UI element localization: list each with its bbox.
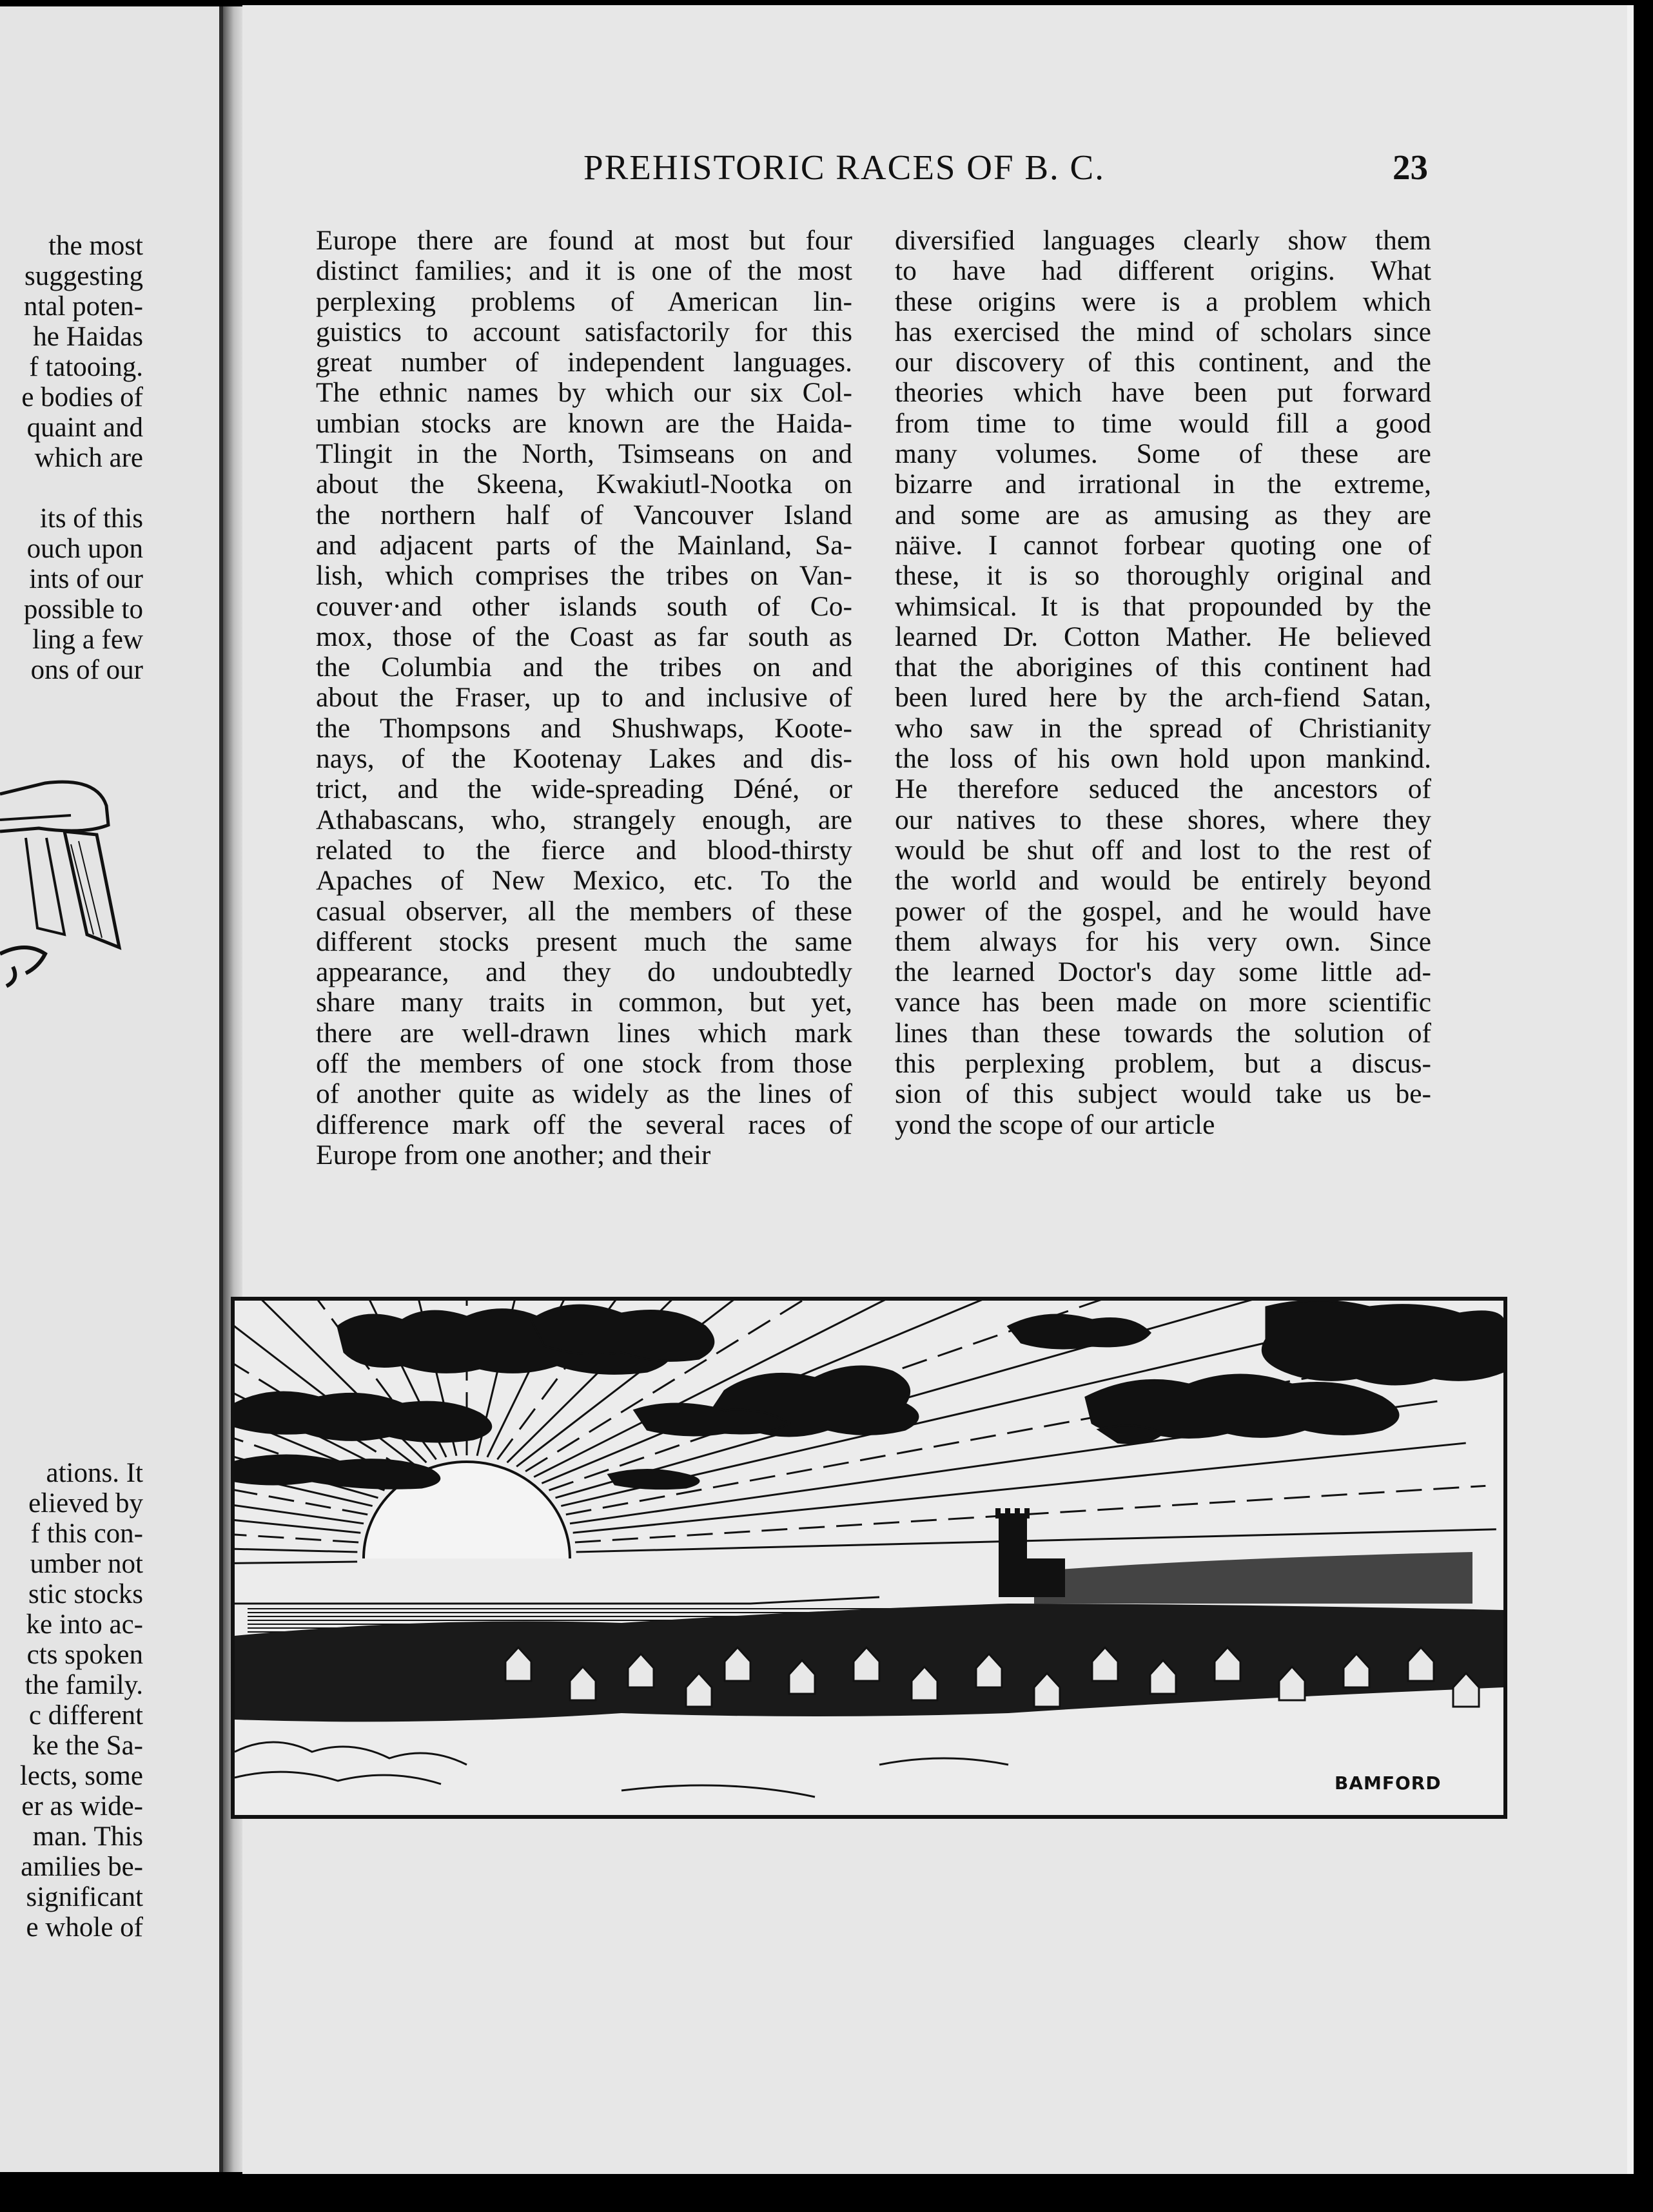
foreground-brush (235, 1742, 1008, 1797)
text-line: power of the gospel, and he would have (895, 895, 1431, 927)
text-line: vance has been made on more scientific (895, 987, 1431, 1018)
text-line: appearance, and they do undoubtedly (316, 956, 852, 988)
text-line: Tlingit in the North, Tsimseans on and (316, 438, 852, 470)
facing-page-text-fragment: ke into ac- (26, 1609, 143, 1640)
facing-page-text-fragment: elieved by (28, 1488, 143, 1518)
facing-page-text-fragment: c different (28, 1700, 143, 1731)
text-line: the loss of his own hold upon mankind. (895, 743, 1431, 775)
text-line: the northern half of Vancouver Island (316, 499, 852, 530)
distant-hills (1034, 1552, 1472, 1604)
text-line: and adjacent parts of the Mainland, Sa- (316, 529, 852, 561)
text-line: trict, and the wide-spreading Déné, or (316, 773, 852, 805)
text-line: the learned Doctor's day some little ad- (895, 956, 1431, 988)
text-line: diversified languages clearly show them (895, 225, 1431, 256)
text-line: this perplexing problem, but a discus- (895, 1048, 1431, 1080)
text-line: these, it is so thoroughly original and (895, 560, 1431, 592)
victoria-skyline-illustration (231, 1297, 1507, 1819)
facing-page-text-fragment: quaint and (26, 412, 143, 443)
text-line: there are well-drawn lines which mark (316, 1017, 852, 1049)
text-line: who saw in the spread of Christianity (895, 712, 1431, 744)
facing-page-text-fragment: f this con- (30, 1518, 143, 1549)
text-line: that the aborigines of this continent had (895, 652, 1431, 683)
text-line: yond the scope of our article (895, 1109, 1215, 1140)
text-line: guistics to account satisfactorily for this (316, 316, 852, 347)
facing-page-text-fragment: e bodies of (21, 382, 143, 412)
text-line: share many traits in common, but yet, (316, 987, 852, 1018)
text-line: off the members of one stock from those (316, 1048, 852, 1080)
text-line: about the Fraser, up to and inclusive of (316, 682, 852, 713)
facing-page-text-fragment: which are (34, 443, 143, 473)
text-line: our discovery of this continent, and the (895, 347, 1431, 378)
facing-page-text-fragment: amilies be- (21, 1852, 143, 1882)
sun-ray (235, 1562, 357, 1573)
facing-page-text-fragment: ons of our (30, 655, 143, 685)
text-line: Europe there are found at most but four (316, 225, 852, 256)
text-line: umbian stocks are known are the Haida- (316, 407, 852, 439)
text-line: many volumes. Some of these are (895, 438, 1431, 470)
artist-signature: BAMFORD (1335, 1772, 1442, 1794)
text-line: the Thompsons and Shushwaps, Koote- (316, 712, 852, 744)
facing-page-text-fragment: ints of our (29, 564, 143, 594)
text-line: couver·and other islands south of Co- (316, 590, 852, 622)
text-line: mox, those of the Coast as far south as (316, 621, 852, 652)
facing-page-text-fragment: suggesting (24, 261, 143, 291)
facing-page-text-fragment: f tatooing. (29, 352, 143, 382)
text-line: related to the fierce and blood-thirsty (316, 834, 852, 866)
facing-page-text-fragment: ations. It (46, 1458, 143, 1488)
facing-page-text-fragment: its of this (39, 503, 143, 534)
text-line: difference mark off the several races of (316, 1109, 852, 1140)
text-line: casual observer, all the members of these (316, 895, 852, 927)
text-line: näive. I cannot forbear quoting one of (895, 529, 1431, 561)
text-line: lines than these towards the solution of (895, 1017, 1431, 1049)
horizon-line (235, 1597, 879, 1604)
facing-page-text-fragment: ke the Sa- (32, 1731, 143, 1761)
facing-page-fragment (0, 6, 223, 2172)
book-spine-shadow (223, 6, 242, 2172)
facing-page-text-fragment: umber not (30, 1549, 143, 1579)
facing-page-text-fragment: significant (26, 1882, 143, 1912)
text-line: perplexing problems of American lin- (316, 286, 852, 317)
text-column-right (895, 226, 1431, 1140)
text-line: bizarre and irrational in the extreme, (895, 469, 1431, 500)
facing-page-text-fragment: e whole of (26, 1912, 143, 1943)
text-line: them always for his very own. Since (895, 926, 1431, 957)
text-line: great number of independent languages. (316, 347, 852, 378)
text-line: been lured here by the arch-fiend Satan, (895, 682, 1431, 713)
facing-page-text-fragment: man. This (32, 1821, 143, 1852)
text-line: learned Dr. Cotton Mather. He believed (895, 621, 1431, 652)
facing-page-text-fragment: ouch upon (26, 534, 143, 564)
text-line: and some are as amusing as they are (895, 499, 1431, 530)
facing-page-text-fragment: the family. (24, 1670, 143, 1700)
text-line: our natives to these shores, where they (895, 804, 1431, 835)
text-column-left (316, 226, 852, 1170)
text-line: whimsical. It is that propounded by the (895, 590, 1431, 622)
text-line: sion of this subject would take us be- (895, 1078, 1431, 1110)
text-line: would be shut off and lost to the rest of (895, 834, 1431, 866)
text-line: lish, which comprises the tribes on Van- (316, 560, 852, 592)
sunset-city-drawing (235, 1301, 1503, 1815)
facing-page-text-fragment: the most (48, 231, 143, 261)
sun-ray (576, 1529, 1496, 1552)
text-line: He therefore seduced the ancestors of (895, 773, 1431, 805)
facing-page-text-fragment: he Haidas (33, 322, 143, 352)
text-line: about the Skeena, Kwakiutl-Nootka on (316, 469, 852, 500)
page-number: 23 (1393, 148, 1428, 187)
facing-page-text-fragment: possible to (23, 594, 143, 625)
text-line: Europe from one another; and their (316, 1139, 711, 1170)
text-line: has exercised the mind of scholars since (895, 316, 1431, 347)
running-head: PREHISTORIC RACES OF B. C. (583, 148, 1105, 187)
facing-page-text-fragment: lects, some (19, 1761, 143, 1791)
text-line: the Columbia and the tribes on and (316, 652, 852, 683)
facing-page-text-fragment: cts spoken (26, 1640, 143, 1670)
church-tower (995, 1508, 1065, 1597)
text-line: theories which have been put forward (895, 377, 1431, 409)
facing-page-text-fragment: ling a few (32, 625, 143, 655)
text-line: Apaches of New Mexico, etc. To the (316, 865, 852, 897)
text-line: Athabascans, who, strangely enough, are (316, 804, 852, 835)
text-line: nays, of the Kootenay Lakes and dis- (316, 743, 852, 775)
facing-page-text-fragment: stic stocks (28, 1579, 143, 1609)
text-line: the world and would be entirely beyond (895, 865, 1431, 897)
text-line: of another quite as widely as the lines of (316, 1078, 852, 1110)
text-line: distinct families; and it is one of the most (316, 255, 852, 287)
text-line: from time to time would fill a good (895, 407, 1431, 439)
facing-page-text-fragment: ntal poten- (23, 291, 143, 322)
text-line: The ethnic names by which our six Col- (316, 377, 852, 409)
facing-page-text-fragment: er as wide- (21, 1791, 143, 1821)
text-line: different stocks present much the same (316, 926, 852, 957)
text-line: to have had different origins. What (895, 255, 1431, 287)
text-line: these origins were is a problem which (895, 286, 1431, 317)
